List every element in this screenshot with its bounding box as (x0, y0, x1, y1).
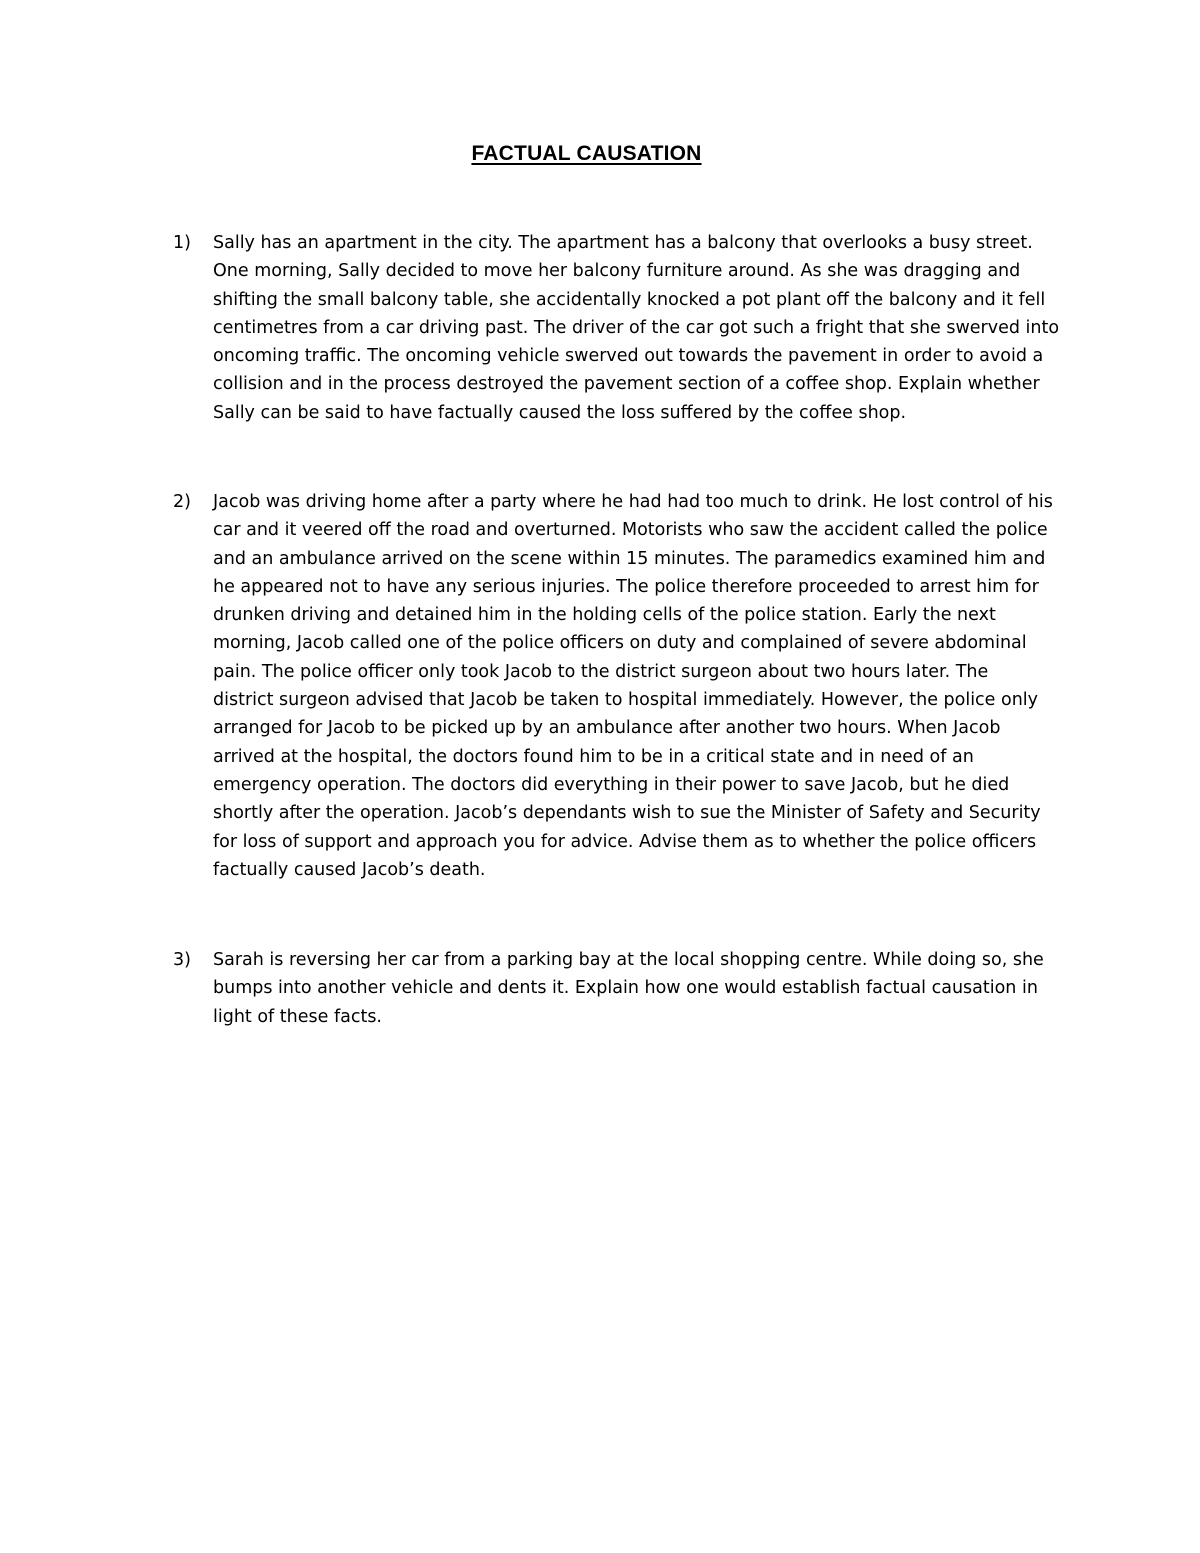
text-line: centimetres from a car driving past. The driver of the car got such a fright that she swerved into (213, 317, 1060, 338)
question-item (173, 488, 1073, 884)
question-number: 2) (173, 492, 191, 512)
question-text (213, 488, 1073, 884)
text-line: light of these facts. (213, 1006, 382, 1027)
question-number: 1) (173, 233, 191, 253)
text-line: car and it veered off the road and overturned. Motorists who saw the accident called the police (213, 520, 1048, 541)
question-text (213, 229, 1073, 427)
question-number: 3) (173, 950, 191, 970)
text-line: pain. The police officer only took Jacob to the district surgeon about two hours later. The (213, 661, 989, 682)
text-line: One morning, Sally decided to move her balcony furniture around. As she was dragging and (213, 261, 1021, 282)
text-line: bumps into another vehicle and dents it. Explain how one would establish factual causation in (213, 978, 1038, 999)
text-line: arranged for Jacob to be picked up by an ambulance after another two hours. When Jacob (213, 718, 1001, 739)
text-line: Sally has an apartment in the city. The apartment has a balcony that overlooks a busy street. (213, 233, 1033, 253)
text-line: Jacob was driving home after a party where he had had too much to drink. He lost control of his (213, 492, 1053, 512)
text-line: factually caused Jacob’s death. (213, 859, 486, 880)
text-line: he appeared not to have any serious injuries. The police therefore proceeded to arrest him for (213, 576, 1039, 597)
text-line: Sarah is reversing her car from a parking bay at the local shopping centre. While doing so, she (213, 950, 1044, 970)
text-line: district surgeon advised that Jacob be taken to hospital immediately. However, the police only (213, 690, 1039, 711)
text-line: arrived at the hospital, the doctors found him to be in a critical state and in need of an (213, 746, 974, 767)
question-item (173, 946, 1073, 1031)
text-line: and an ambulance arrived on the scene within 15 minutes. The paramedics examined him and (213, 548, 1046, 569)
text-line: drunken driving and detained him in the holding cells of the police station. Early the next (213, 605, 996, 626)
text-line: Sally can be said to have factually caused the loss suffered by the coffee shop. (213, 402, 907, 423)
text-line: emergency operation. The doctors did everything in their power to save Jacob, but he died (213, 774, 1010, 795)
text-line: shortly after the operation. Jacob’s dependants wish to sue the Minister of Safety and Security (213, 803, 1041, 824)
text-line: morning, Jacob called one of the police officers on duty and complained of severe abdominal (213, 633, 1027, 654)
question-item (173, 229, 1073, 427)
question-text (213, 946, 1073, 1031)
text-line: shifting the small balcony table, she accidentally knocked a pot plant off the balcony and it fell (213, 289, 1046, 310)
text-line: for loss of support and approach you for advice. Advise them as to whether the police officers (213, 831, 1037, 852)
text-line: oncoming traffic. The oncoming vehicle swerved out towards the pavement in order to avoid a (213, 346, 1044, 367)
text-line: collision and in the process destroyed the pavement section of a coffee shop. Explain whether (213, 374, 1040, 395)
document-title: FACTUAL CAUSATION (471, 142, 702, 165)
